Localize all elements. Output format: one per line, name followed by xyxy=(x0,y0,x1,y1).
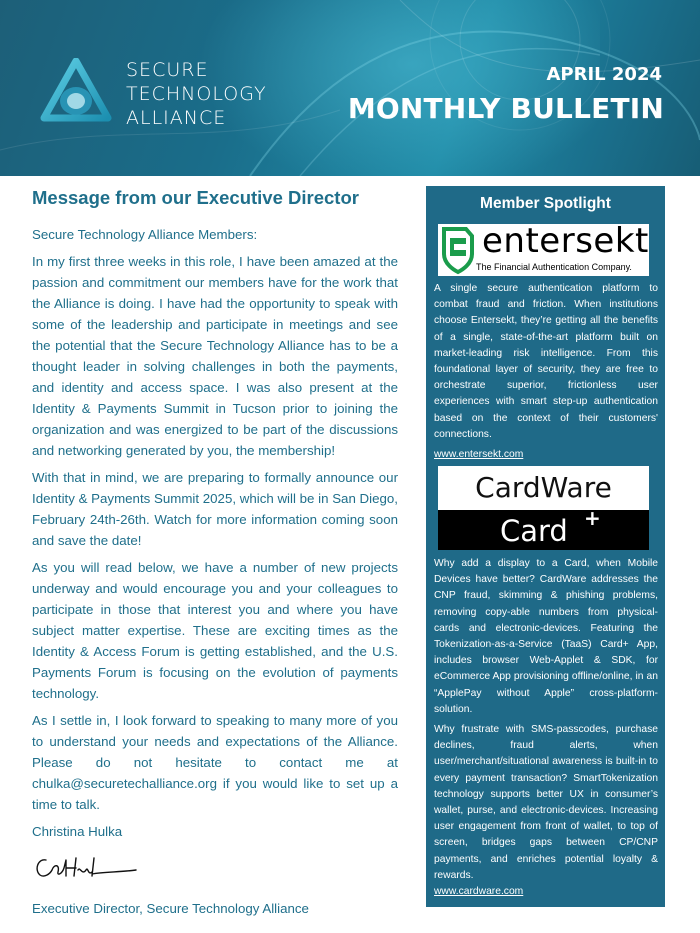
entersekt-logo xyxy=(438,221,649,276)
message-paragraph-1: In my first three weeks in this role, I have been amazed at the passion and commitment our members have for the work that the Alliance is doing. I have had the opportunity to speak with some of the leadership and participate in meetings and see the potential that the Secure Technology Alliance has to be a thought leader in solving challenges in both the payments, and identity and access space. I was also present at the Identity & Payments Summit in Tucson prior to joining the organization and was energized to be part of the discussions and networking generated by you, the membership! xyxy=(32,254,398,458)
cardware-description xyxy=(434,556,658,900)
director-message xyxy=(32,186,398,925)
org-name-line-3: ALLIANCE xyxy=(126,107,227,129)
entersekt-description xyxy=(434,281,658,463)
alliance-logo-icon xyxy=(40,58,112,128)
entersekt-wordmark: entersekt xyxy=(482,221,649,261)
cardplus-wordmark: Card xyxy=(500,514,568,548)
entersekt-link[interactable]: www.entersekt.com xyxy=(434,449,524,461)
cardplus-bar xyxy=(438,506,649,550)
cardware-logo xyxy=(438,466,649,550)
spotlight-heading: Member Spotlight xyxy=(480,195,611,212)
signer-title: Executive Director, Secure Technology Alliance xyxy=(32,901,309,916)
org-name-line-2: TECHNOLOGY xyxy=(126,83,267,105)
message-paragraph-3: As you will read below, we have a number of new projects underway and would encourage you and your colleagues to participate in those that interest you and where you have subject matter expertise. These are exciting times as the Identity & Access Forum is getting established, and the U.S. Payments Forum is focusing on the evolution of payments technology. xyxy=(32,560,398,701)
signer-name: Christina Hulka xyxy=(32,824,123,839)
issue-title: MONTHLY BULLETIN xyxy=(347,92,664,125)
org-name xyxy=(126,58,267,130)
cardware-link[interactable]: www.cardware.com xyxy=(434,886,524,898)
salutation: Secure Technology Alliance Members: xyxy=(32,227,258,242)
handwritten-signature xyxy=(32,850,142,884)
member-spotlight-panel xyxy=(426,186,665,907)
cardware-body-1: Why add a display to a Card, when Mobile Devices have better? CardWare addresses the CNP fraud, skimming & phishing problems, removing copy-able numbers from physical-cards and electronic-devices. Featuring the Tokenization-as-a-Service (TaaS) Card+ App, includes browser Web-Applet & SDK, for eCommerce App provisioning offline/online, in an “ApplePay without Apple” cross-platform-solution. xyxy=(434,558,658,715)
org-name-line-1: SECURE xyxy=(126,59,209,81)
cardplus-plus: + xyxy=(584,506,601,530)
issue-date: APRIL 2024 xyxy=(546,64,662,85)
entersekt-body: A single secure authentication platform to combat fraud and friction. When institutions choose Entersekt, they’re getting all the benefits of a single, state-of-the-art platform built on market-leading risk intelligence. From this foundational layer of security, they are free to orchestrate superior, frictionless user experiences with smart step-up authentication based on the context of their customers' connections. xyxy=(434,283,658,440)
header-banner xyxy=(0,0,700,176)
entersekt-tagline: The Financial Authentication Company. xyxy=(476,262,632,272)
message-paragraph-4: As I settle in, I look forward to speaking to many more of you to understand your needs and expectations of the Alliance. Please do not hesitate to contact me at chulka@securetechalliance.org if you would like to set up a time to talk. xyxy=(32,713,398,812)
cardware-body-2: Why frustrate with SMS-passcodes, purchase declines, fraud alerts, when user/merchant/situational awareness is built-in to every payment transaction? SmartTokenization technology supports better UX in consumer’s wallet, purse, and electronic-devices. Increasing user engagement from front of wallet, to top of screen, bridges gaps between CP/CNP payments, and enriches potential loyalty & rewards. xyxy=(434,724,658,881)
cardware-wordmark: CardWare xyxy=(475,471,612,504)
message-heading: Message from our Executive Director xyxy=(32,187,359,208)
message-paragraph-2: With that in mind, we are preparing to formally announce our Identity & Payments Summit 2025, which will be in San Diego, February 24th-26th. Watch for more information coming soon and save the date! xyxy=(32,470,398,548)
